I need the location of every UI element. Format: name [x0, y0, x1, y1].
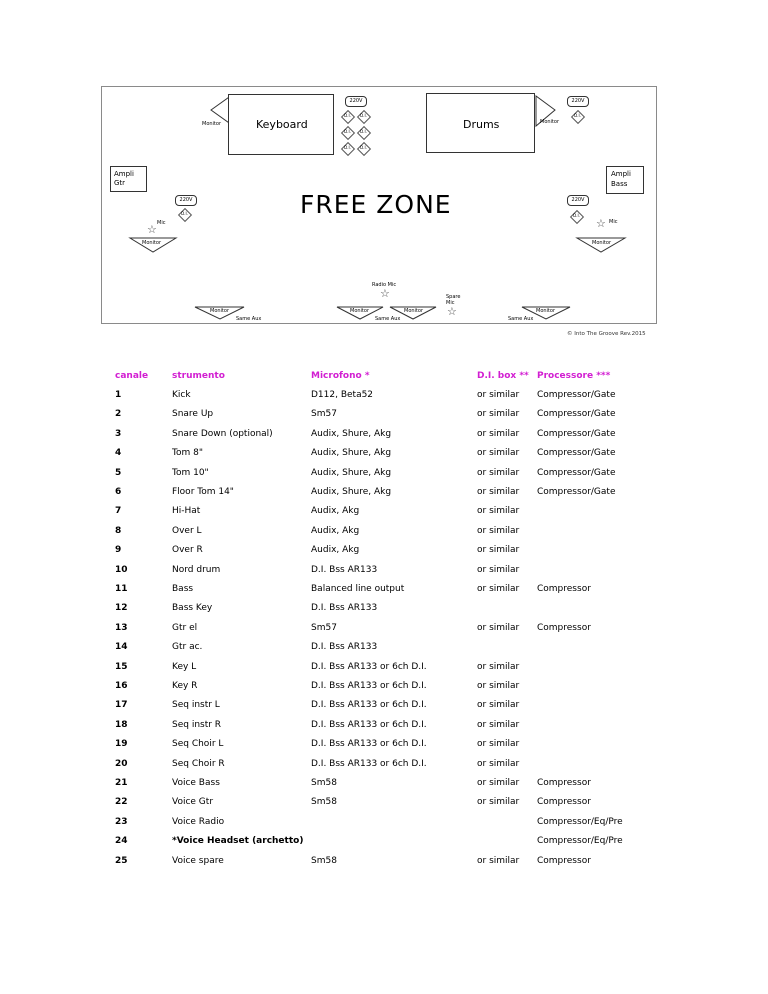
header-microfono: Microfono *: [311, 371, 370, 381]
cell-canale: 3: [115, 428, 122, 439]
cell-strumento: Gtr ac.: [172, 642, 203, 653]
radio-mic-star-icon: ☆: [380, 287, 390, 300]
cell-strumento: Hi-Hat: [172, 506, 201, 517]
cell-microfono: D.I. Bss AR133 or 6ch D.I.: [311, 739, 427, 750]
cell-processore: Compressor/Gate: [537, 467, 616, 478]
mic-label-right: Mic: [609, 219, 618, 225]
cell-microfono: Balanced line output: [311, 584, 405, 594]
cell-processore: Compressor: [537, 622, 591, 633]
ampli-bass-label-1: Ampli: [611, 170, 631, 178]
table-row: [0, 601, 768, 615]
table-row: [0, 563, 768, 577]
cell-canale: 7: [115, 506, 122, 517]
cell-microfono: D.I. Bss AR133: [311, 642, 378, 653]
di-box: D.I.: [571, 211, 582, 222]
cell-di-box: or similar: [477, 778, 520, 788]
cell-strumento: Kick: [172, 390, 191, 400]
monitor-label: Monitor: [404, 308, 424, 314]
header-processore: Processore ***: [537, 371, 611, 381]
cell-strumento: Bass: [172, 584, 194, 594]
cell-canale: 15: [115, 661, 128, 672]
cell-strumento: Gtr el: [172, 622, 198, 633]
cell-processore: Compressor: [537, 855, 591, 866]
cell-di-box: or similar: [477, 719, 520, 730]
monitor-label: Monitor: [536, 308, 556, 314]
table-row: [0, 815, 768, 829]
spare-mic-label-2: Mic: [446, 300, 455, 306]
mic-left-star-icon: ☆: [147, 223, 157, 236]
di-box: D.I.: [358, 111, 369, 122]
cell-di-box: or similar: [477, 700, 520, 711]
cell-microfono: Audix, Shure, Akg: [311, 428, 392, 439]
drums-label: Drums: [463, 118, 500, 131]
table-row: [0, 640, 768, 654]
cell-processore: Compressor: [537, 797, 591, 808]
cell-canale: 9: [115, 545, 122, 556]
cell-processore: Compressor/Gate: [537, 448, 616, 459]
cell-di-box: or similar: [477, 390, 520, 400]
copyright-note: © Into The Groove Rev.2015: [567, 331, 646, 337]
cell-di-box: or similar: [477, 545, 520, 556]
cell-strumento: Over L: [172, 525, 202, 536]
cell-canale: 21: [115, 778, 128, 788]
cell-microfono: D.I. Bss AR133 or 6ch D.I.: [311, 758, 427, 769]
table-row: [0, 679, 768, 693]
cell-strumento: Nord drum: [172, 564, 221, 575]
cell-processore: Compressor: [537, 584, 591, 594]
table-row: [0, 582, 768, 596]
same-aux-label: Same Aux: [236, 316, 262, 322]
cell-microfono: D.I. Bss AR133: [311, 603, 378, 614]
table-row: [0, 407, 768, 421]
table-row: [0, 543, 768, 557]
cell-canale: 12: [115, 603, 128, 614]
cell-strumento: *Voice Headset (archetto): [172, 836, 304, 847]
cell-microfono: Sm58: [311, 855, 337, 866]
cell-canale: 5: [115, 467, 122, 478]
cell-strumento: Floor Tom 14": [172, 487, 234, 497]
table-row: [0, 446, 768, 460]
cell-processore: Compressor/Gate: [537, 428, 616, 439]
cell-canale: 1: [115, 390, 122, 400]
cell-microfono: D.I. Bss AR133: [311, 564, 378, 575]
ampli-bass-label-2: Bass: [611, 180, 628, 188]
cell-di-box: or similar: [477, 506, 520, 517]
cell-strumento: Voice Gtr: [172, 797, 214, 808]
cell-di-box: or similar: [477, 681, 520, 691]
cell-di-box: or similar: [477, 758, 520, 769]
cell-di-box: or similar: [477, 487, 520, 497]
cell-microfono: Sm58: [311, 797, 337, 808]
cell-microfono: Sm57: [311, 409, 337, 420]
cell-strumento: Seq Choir R: [172, 758, 225, 769]
cell-di-box: or similar: [477, 855, 520, 866]
cell-microfono: Audix, Shure, Akg: [311, 448, 392, 459]
cell-di-box: or similar: [477, 661, 520, 672]
cell-di-box: or similar: [477, 622, 520, 633]
power-220v-right: 220V: [567, 195, 589, 206]
cell-di-box: or similar: [477, 797, 520, 808]
cell-microfono: Sm58: [311, 778, 337, 788]
table-row: [0, 698, 768, 712]
radio-mic-label: Radio Mic: [372, 282, 397, 288]
power-220v-keyboard: 220V: [345, 96, 367, 107]
cell-microfono: Sm57: [311, 622, 337, 633]
header-di-box: D.I. box **: [477, 371, 529, 381]
cell-strumento: Voice spare: [172, 855, 224, 866]
table-row: [0, 757, 768, 771]
table-row: [0, 485, 768, 499]
table-header-row: [0, 369, 768, 383]
cell-strumento: Seq instr L: [172, 700, 220, 711]
cell-canale: 20: [115, 758, 128, 769]
di-box: D.I.: [358, 143, 369, 154]
table-row: [0, 737, 768, 751]
cell-di-box: or similar: [477, 448, 520, 459]
monitor-label: Monitor: [540, 119, 560, 125]
cell-microfono: D.I. Bss AR133 or 6ch D.I.: [311, 700, 427, 711]
cell-microfono: D.I. Bss AR133 or 6ch D.I.: [311, 681, 427, 691]
monitor-label: Monitor: [592, 240, 612, 246]
keyboard-label: Keyboard: [256, 118, 308, 131]
cell-canale: 24: [115, 836, 128, 847]
di-box: D.I.: [342, 127, 353, 138]
cell-canale: 4: [115, 448, 122, 459]
cell-strumento: Tom 10": [172, 467, 209, 478]
cell-di-box: or similar: [477, 428, 520, 439]
cell-microfono: Audix, Shure, Akg: [311, 487, 392, 497]
free-zone-label: FREE ZONE: [300, 190, 452, 219]
cell-strumento: Tom 8": [172, 448, 203, 459]
cell-strumento: Snare Up: [172, 409, 214, 420]
cell-di-box: or similar: [477, 525, 520, 536]
cell-canale: 16: [115, 681, 128, 691]
di-box: D.I.: [572, 111, 583, 122]
cell-canale: 6: [115, 487, 122, 497]
header-canale: canale: [115, 371, 149, 381]
table-row: [0, 718, 768, 732]
cell-processore: Compressor/Gate: [537, 390, 616, 400]
cell-canale: 10: [115, 564, 128, 575]
table-row: [0, 834, 768, 848]
cell-di-box: or similar: [477, 409, 520, 420]
di-box: D.I.: [342, 143, 353, 154]
ampli-gtr-label-2: Gtr: [114, 179, 126, 187]
same-aux-label: Same Aux: [508, 316, 534, 322]
cell-strumento: Bass Key: [172, 603, 213, 614]
cell-processore: Compressor/Eq/Pre: [537, 836, 623, 847]
header-strumento: strumento: [172, 371, 225, 381]
cell-processore: Compressor: [537, 778, 591, 788]
spare-mic-label-1: Spare: [446, 294, 461, 300]
monitor-label: Monitor: [350, 308, 370, 314]
cell-processore: Compressor/Gate: [537, 487, 616, 497]
spare-mic-star-icon: ☆: [447, 305, 457, 318]
cell-microfono: Audix, Akg: [311, 525, 360, 536]
cell-microfono: Audix, Akg: [311, 545, 360, 556]
cell-microfono: Audix, Akg: [311, 506, 360, 517]
monitor-label: Monitor: [202, 121, 222, 127]
cell-canale: 11: [115, 584, 128, 594]
cell-canale: 18: [115, 719, 128, 730]
cell-microfono: D.I. Bss AR133 or 6ch D.I.: [311, 719, 427, 730]
table-row: [0, 504, 768, 518]
cell-di-box: or similar: [477, 739, 520, 750]
cell-strumento: Seq instr R: [172, 719, 222, 730]
mic-label-left: Mic: [157, 220, 166, 226]
cell-canale: 8: [115, 525, 122, 536]
cell-canale: 19: [115, 739, 128, 750]
cell-di-box: or similar: [477, 564, 520, 575]
cell-strumento: Voice Bass: [172, 778, 220, 788]
cell-strumento: Over R: [172, 545, 203, 556]
di-box: D.I.: [179, 209, 190, 220]
monitor-label: Monitor: [210, 308, 230, 314]
cell-strumento: Seq Choir L: [172, 739, 224, 750]
cell-canale: 22: [115, 797, 128, 808]
table-row: [0, 776, 768, 790]
cell-di-box: or similar: [477, 584, 520, 594]
cell-strumento: Key R: [172, 681, 198, 691]
table-row: [0, 795, 768, 809]
table-row: [0, 854, 768, 868]
cell-canale: 14: [115, 642, 128, 653]
power-220v-drums: 220V: [567, 96, 589, 107]
monitor-label: Monitor: [142, 240, 162, 246]
cell-canale: 13: [115, 622, 128, 633]
cell-microfono: D112, Beta52: [311, 390, 374, 400]
di-box: D.I.: [342, 111, 353, 122]
ampli-gtr-label-1: Ampli: [114, 170, 134, 178]
table-row: [0, 621, 768, 635]
cell-canale: 23: [115, 816, 128, 827]
cell-canale: 17: [115, 700, 128, 711]
cell-strumento: Voice Radio: [172, 816, 225, 827]
cell-microfono: D.I. Bss AR133 or 6ch D.I.: [311, 661, 427, 672]
table-row: [0, 427, 768, 441]
same-aux-label: Same Aux: [375, 316, 401, 322]
table-row: [0, 524, 768, 538]
power-220v-left: 220V: [175, 195, 197, 206]
table-row: [0, 660, 768, 674]
cell-strumento: Snare Down (optional): [172, 428, 273, 439]
cell-canale: 25: [115, 855, 128, 866]
cell-processore: Compressor/Eq/Pre: [537, 816, 623, 827]
di-box: D.I.: [358, 127, 369, 138]
cell-canale: 2: [115, 409, 122, 420]
cell-microfono: Audix, Shure, Akg: [311, 467, 392, 478]
cell-processore: Compressor/Gate: [537, 409, 616, 420]
cell-strumento: Key L: [172, 661, 197, 672]
cell-di-box: or similar: [477, 467, 520, 478]
mic-right-star-icon: ☆: [596, 217, 606, 230]
table-row: [0, 466, 768, 480]
table-row: [0, 388, 768, 402]
